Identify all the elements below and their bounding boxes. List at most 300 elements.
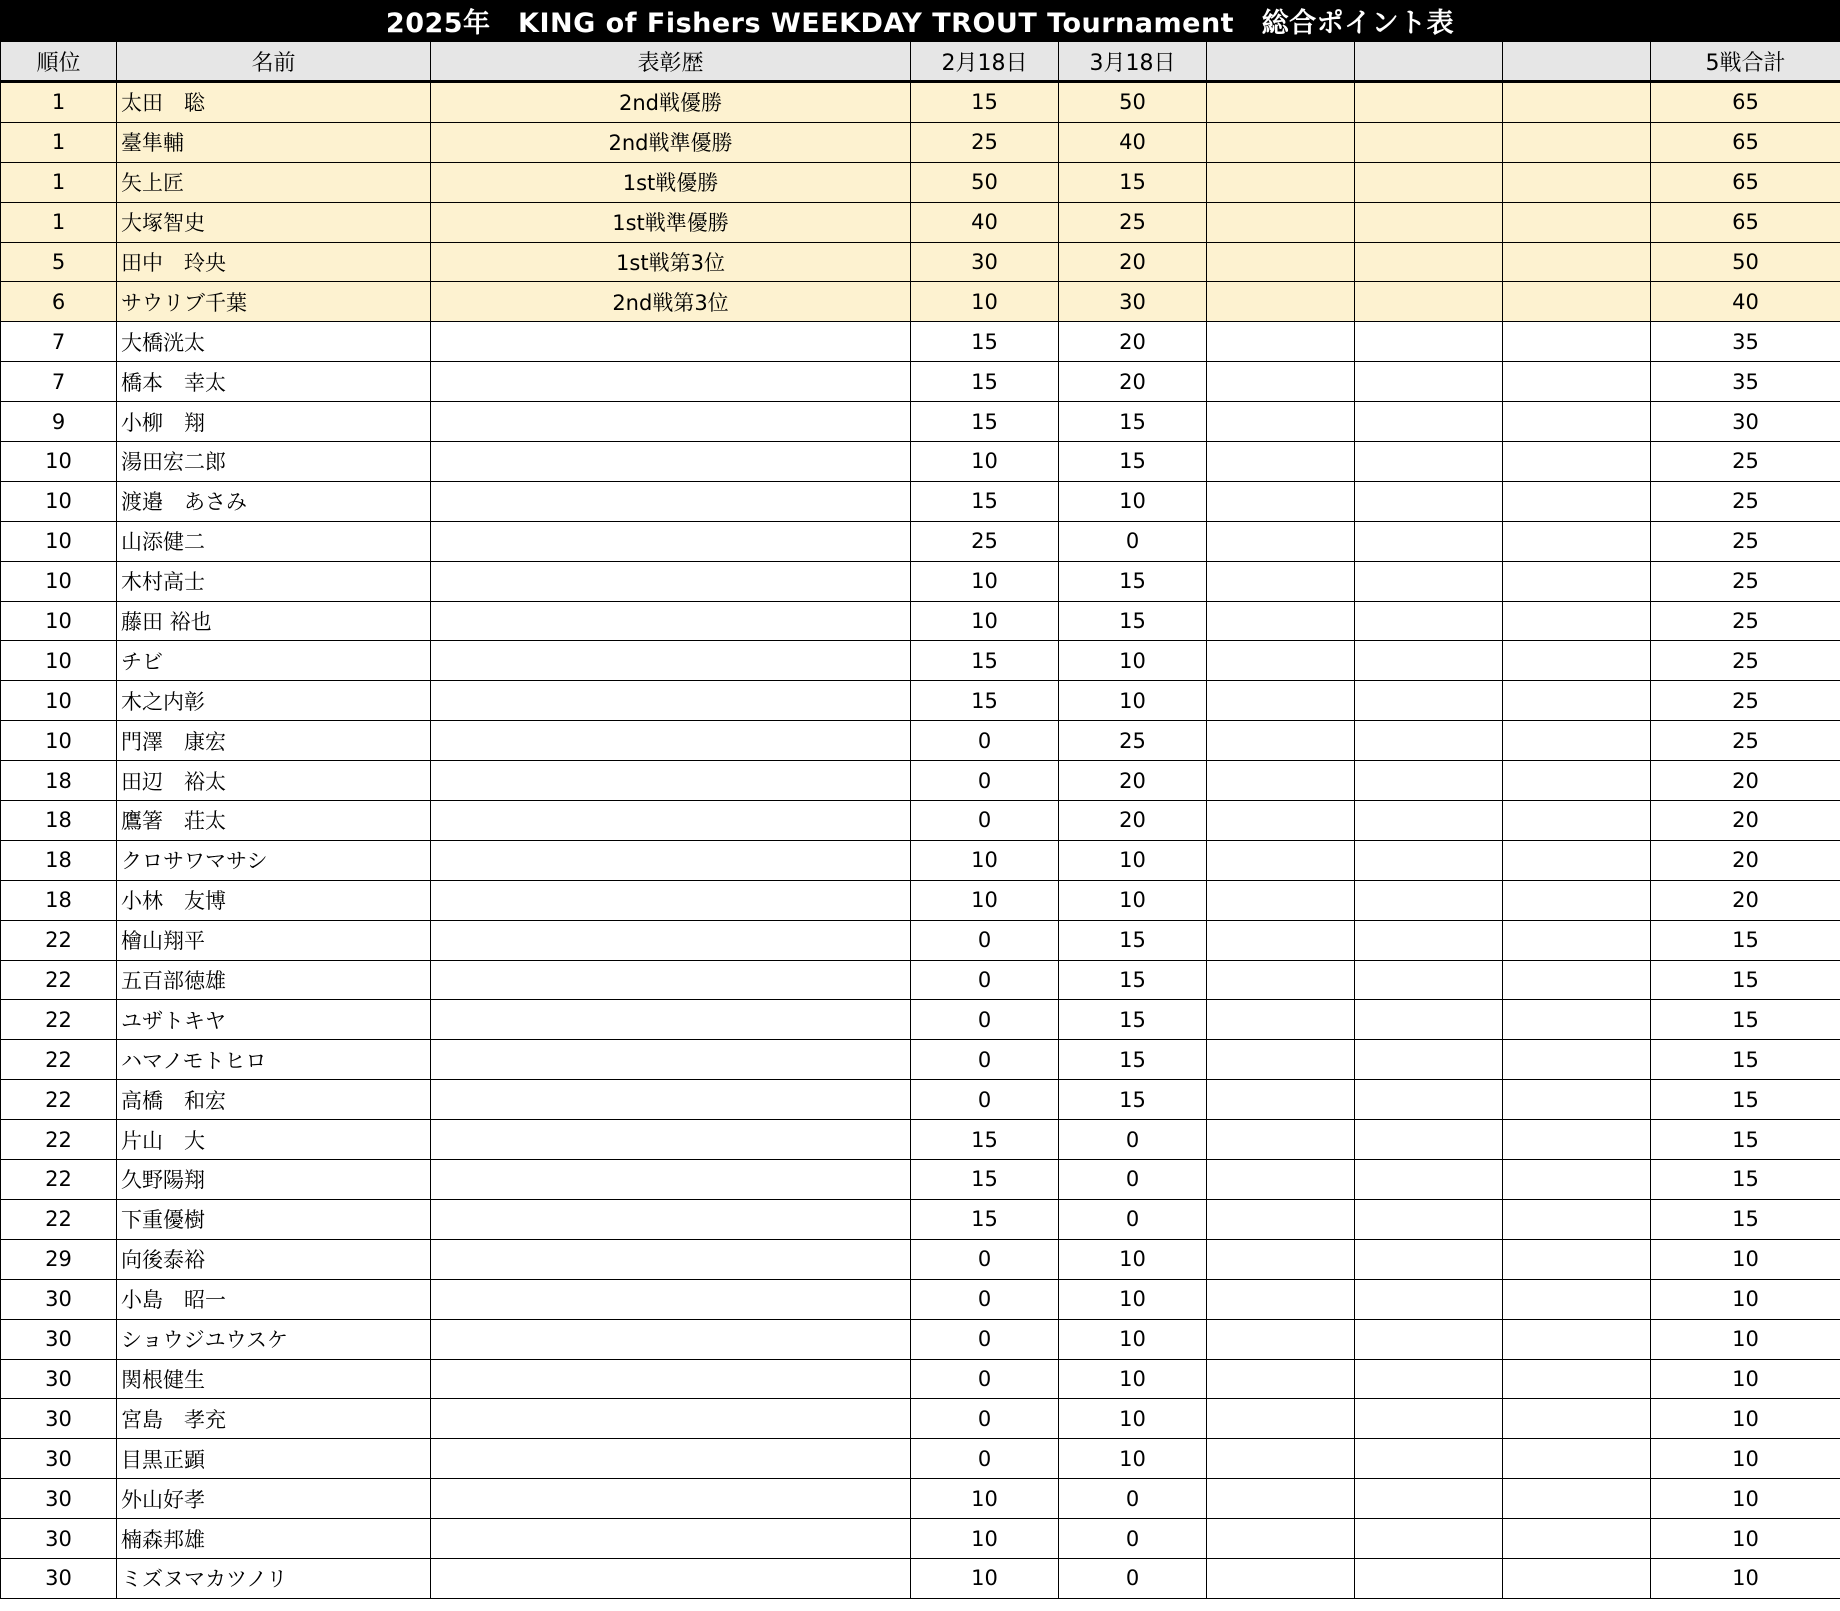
round5-points-cell[interactable] <box>1503 1519 1651 1559</box>
rank-cell[interactable]: 22 <box>1 1080 117 1120</box>
feb18-points-cell[interactable]: 0 <box>911 1359 1059 1399</box>
total-points-cell[interactable]: 15 <box>1651 1120 1840 1160</box>
mar18-points-cell[interactable]: 10 <box>1059 681 1207 721</box>
award-cell[interactable] <box>431 322 911 362</box>
total-points-cell[interactable]: 25 <box>1651 641 1840 681</box>
mar18-points-cell[interactable]: 20 <box>1059 242 1207 282</box>
round5-points-cell[interactable] <box>1503 442 1651 482</box>
name-cell[interactable]: チビ <box>117 641 431 681</box>
rank-cell[interactable]: 18 <box>1 840 117 880</box>
round3-points-cell[interactable] <box>1207 162 1355 202</box>
round4-points-cell[interactable] <box>1355 801 1503 841</box>
round5-points-cell[interactable] <box>1503 202 1651 242</box>
header-rank[interactable]: 順位 <box>1 42 117 82</box>
round5-points-cell[interactable] <box>1503 1439 1651 1479</box>
feb18-points-cell[interactable]: 10 <box>911 840 1059 880</box>
name-cell[interactable]: 宮島 孝充 <box>117 1399 431 1439</box>
round3-points-cell[interactable] <box>1207 282 1355 322</box>
rank-cell[interactable]: 30 <box>1 1359 117 1399</box>
mar18-points-cell[interactable]: 15 <box>1059 960 1207 1000</box>
rank-cell[interactable]: 29 <box>1 1239 117 1279</box>
round5-points-cell[interactable] <box>1503 1558 1651 1598</box>
round3-points-cell[interactable] <box>1207 202 1355 242</box>
name-cell[interactable]: クロサワマサシ <box>117 840 431 880</box>
round3-points-cell[interactable] <box>1207 1000 1355 1040</box>
name-cell[interactable]: 矢上匠 <box>117 162 431 202</box>
name-cell[interactable]: 太田 聡 <box>117 82 431 123</box>
round4-points-cell[interactable] <box>1355 481 1503 521</box>
total-points-cell[interactable]: 20 <box>1651 880 1840 920</box>
rank-cell[interactable]: 18 <box>1 801 117 841</box>
mar18-points-cell[interactable]: 0 <box>1059 521 1207 561</box>
total-points-cell[interactable]: 50 <box>1651 242 1840 282</box>
feb18-points-cell[interactable]: 0 <box>911 1439 1059 1479</box>
feb18-points-cell[interactable]: 15 <box>911 322 1059 362</box>
feb18-points-cell[interactable]: 10 <box>911 1519 1059 1559</box>
round4-points-cell[interactable] <box>1355 840 1503 880</box>
feb18-points-cell[interactable]: 0 <box>911 1279 1059 1319</box>
round4-points-cell[interactable] <box>1355 402 1503 442</box>
feb18-points-cell[interactable]: 0 <box>911 1319 1059 1359</box>
round5-points-cell[interactable] <box>1503 521 1651 561</box>
round3-points-cell[interactable] <box>1207 1120 1355 1160</box>
round4-points-cell[interactable] <box>1355 1080 1503 1120</box>
name-cell[interactable]: 田中 玲央 <box>117 242 431 282</box>
award-cell[interactable] <box>431 362 911 402</box>
total-points-cell[interactable]: 20 <box>1651 801 1840 841</box>
round5-points-cell[interactable] <box>1503 960 1651 1000</box>
mar18-points-cell[interactable]: 15 <box>1059 920 1207 960</box>
round3-points-cell[interactable] <box>1207 322 1355 362</box>
award-cell[interactable]: 1st戦第3位 <box>431 242 911 282</box>
award-cell[interactable]: 2nd戦準優勝 <box>431 122 911 162</box>
round5-points-cell[interactable] <box>1503 840 1651 880</box>
round4-points-cell[interactable] <box>1355 761 1503 801</box>
header-award[interactable]: 表彰歴 <box>431 42 911 82</box>
rank-cell[interactable]: 18 <box>1 880 117 920</box>
total-points-cell[interactable]: 25 <box>1651 601 1840 641</box>
award-cell[interactable]: 2nd戦第3位 <box>431 282 911 322</box>
rank-cell[interactable]: 22 <box>1 1040 117 1080</box>
mar18-points-cell[interactable]: 15 <box>1059 1000 1207 1040</box>
total-points-cell[interactable]: 15 <box>1651 1040 1840 1080</box>
round3-points-cell[interactable] <box>1207 1040 1355 1080</box>
round3-points-cell[interactable] <box>1207 601 1355 641</box>
round5-points-cell[interactable] <box>1503 122 1651 162</box>
mar18-points-cell[interactable]: 20 <box>1059 761 1207 801</box>
feb18-points-cell[interactable]: 10 <box>911 1558 1059 1598</box>
round4-points-cell[interactable] <box>1355 242 1503 282</box>
feb18-points-cell[interactable]: 0 <box>911 1239 1059 1279</box>
round3-points-cell[interactable] <box>1207 1199 1355 1239</box>
round4-points-cell[interactable] <box>1355 1439 1503 1479</box>
total-points-cell[interactable]: 30 <box>1651 402 1840 442</box>
round4-points-cell[interactable] <box>1355 920 1503 960</box>
rank-cell[interactable]: 10 <box>1 601 117 641</box>
mar18-points-cell[interactable]: 30 <box>1059 282 1207 322</box>
name-cell[interactable]: ユザトキヤ <box>117 1000 431 1040</box>
award-cell[interactable] <box>431 1160 911 1200</box>
rank-cell[interactable]: 30 <box>1 1279 117 1319</box>
round4-points-cell[interactable] <box>1355 721 1503 761</box>
award-cell[interactable] <box>431 641 911 681</box>
round4-points-cell[interactable] <box>1355 282 1503 322</box>
feb18-points-cell[interactable]: 10 <box>911 282 1059 322</box>
award-cell[interactable] <box>431 521 911 561</box>
round4-points-cell[interactable] <box>1355 960 1503 1000</box>
feb18-points-cell[interactable]: 0 <box>911 1080 1059 1120</box>
name-cell[interactable]: 小島 昭一 <box>117 1279 431 1319</box>
total-points-cell[interactable]: 10 <box>1651 1558 1840 1598</box>
round4-points-cell[interactable] <box>1355 1558 1503 1598</box>
feb18-points-cell[interactable]: 0 <box>911 960 1059 1000</box>
round4-points-cell[interactable] <box>1355 82 1503 123</box>
feb18-points-cell[interactable]: 0 <box>911 801 1059 841</box>
round5-points-cell[interactable] <box>1503 402 1651 442</box>
round3-points-cell[interactable] <box>1207 561 1355 601</box>
feb18-points-cell[interactable]: 10 <box>911 601 1059 641</box>
name-cell[interactable]: 大塚智史 <box>117 202 431 242</box>
name-cell[interactable]: 木之内彰 <box>117 681 431 721</box>
total-points-cell[interactable]: 40 <box>1651 282 1840 322</box>
mar18-points-cell[interactable]: 15 <box>1059 1040 1207 1080</box>
header-round4[interactable] <box>1355 42 1503 82</box>
mar18-points-cell[interactable]: 10 <box>1059 1319 1207 1359</box>
award-cell[interactable] <box>431 761 911 801</box>
round4-points-cell[interactable] <box>1355 1239 1503 1279</box>
feb18-points-cell[interactable]: 15 <box>911 681 1059 721</box>
award-cell[interactable] <box>431 1558 911 1598</box>
round3-points-cell[interactable] <box>1207 1080 1355 1120</box>
mar18-points-cell[interactable]: 0 <box>1059 1558 1207 1598</box>
name-cell[interactable]: 門澤 康宏 <box>117 721 431 761</box>
award-cell[interactable]: 1st戦準優勝 <box>431 202 911 242</box>
total-points-cell[interactable]: 10 <box>1651 1439 1840 1479</box>
name-cell[interactable]: 久野陽翔 <box>117 1160 431 1200</box>
round4-points-cell[interactable] <box>1355 1359 1503 1399</box>
rank-cell[interactable]: 10 <box>1 641 117 681</box>
rank-cell[interactable]: 22 <box>1 1199 117 1239</box>
name-cell[interactable]: ハマノモトヒロ <box>117 1040 431 1080</box>
rank-cell[interactable]: 1 <box>1 202 117 242</box>
round3-points-cell[interactable] <box>1207 442 1355 482</box>
round4-points-cell[interactable] <box>1355 362 1503 402</box>
rank-cell[interactable]: 22 <box>1 1000 117 1040</box>
feb18-points-cell[interactable]: 15 <box>911 362 1059 402</box>
round4-points-cell[interactable] <box>1355 1199 1503 1239</box>
round4-points-cell[interactable] <box>1355 521 1503 561</box>
mar18-points-cell[interactable]: 0 <box>1059 1479 1207 1519</box>
mar18-points-cell[interactable]: 15 <box>1059 601 1207 641</box>
rank-cell[interactable]: 22 <box>1 920 117 960</box>
rank-cell[interactable]: 30 <box>1 1519 117 1559</box>
round3-points-cell[interactable] <box>1207 1558 1355 1598</box>
name-cell[interactable]: 藤田 裕也 <box>117 601 431 641</box>
award-cell[interactable] <box>431 1319 911 1359</box>
rank-cell[interactable]: 22 <box>1 1120 117 1160</box>
name-cell[interactable]: 小柳 翔 <box>117 402 431 442</box>
round4-points-cell[interactable] <box>1355 681 1503 721</box>
round3-points-cell[interactable] <box>1207 362 1355 402</box>
award-cell[interactable] <box>431 1359 911 1399</box>
feb18-points-cell[interactable]: 30 <box>911 242 1059 282</box>
rank-cell[interactable]: 10 <box>1 442 117 482</box>
award-cell[interactable] <box>431 1279 911 1319</box>
round3-points-cell[interactable] <box>1207 1399 1355 1439</box>
round5-points-cell[interactable] <box>1503 1479 1651 1519</box>
round3-points-cell[interactable] <box>1207 1160 1355 1200</box>
round4-points-cell[interactable] <box>1355 561 1503 601</box>
award-cell[interactable] <box>431 681 911 721</box>
feb18-points-cell[interactable]: 0 <box>911 1399 1059 1439</box>
feb18-points-cell[interactable]: 15 <box>911 402 1059 442</box>
mar18-points-cell[interactable]: 15 <box>1059 442 1207 482</box>
feb18-points-cell[interactable]: 15 <box>911 1160 1059 1200</box>
rank-cell[interactable]: 1 <box>1 162 117 202</box>
award-cell[interactable] <box>431 920 911 960</box>
rank-cell[interactable]: 10 <box>1 681 117 721</box>
header-feb18[interactable]: 2月18日 <box>911 42 1059 82</box>
mar18-points-cell[interactable]: 10 <box>1059 1239 1207 1279</box>
header-round3[interactable] <box>1207 42 1355 82</box>
mar18-points-cell[interactable]: 15 <box>1059 1080 1207 1120</box>
feb18-points-cell[interactable]: 15 <box>911 1199 1059 1239</box>
round3-points-cell[interactable] <box>1207 1479 1355 1519</box>
total-points-cell[interactable]: 25 <box>1651 561 1840 601</box>
total-points-cell[interactable]: 20 <box>1651 761 1840 801</box>
name-cell[interactable]: 山添健二 <box>117 521 431 561</box>
feb18-points-cell[interactable]: 0 <box>911 761 1059 801</box>
round4-points-cell[interactable] <box>1355 162 1503 202</box>
mar18-points-cell[interactable]: 0 <box>1059 1519 1207 1559</box>
mar18-points-cell[interactable]: 0 <box>1059 1160 1207 1200</box>
feb18-points-cell[interactable]: 15 <box>911 641 1059 681</box>
total-points-cell[interactable]: 10 <box>1651 1279 1840 1319</box>
name-cell[interactable]: 外山好孝 <box>117 1479 431 1519</box>
round3-points-cell[interactable] <box>1207 402 1355 442</box>
feb18-points-cell[interactable]: 10 <box>911 1479 1059 1519</box>
award-cell[interactable] <box>431 880 911 920</box>
round4-points-cell[interactable] <box>1355 1399 1503 1439</box>
round3-points-cell[interactable] <box>1207 1319 1355 1359</box>
feb18-points-cell[interactable]: 15 <box>911 481 1059 521</box>
round4-points-cell[interactable] <box>1355 1120 1503 1160</box>
round4-points-cell[interactable] <box>1355 641 1503 681</box>
round3-points-cell[interactable] <box>1207 880 1355 920</box>
award-cell[interactable] <box>431 801 911 841</box>
round3-points-cell[interactable] <box>1207 122 1355 162</box>
award-cell[interactable] <box>431 1000 911 1040</box>
rank-cell[interactable]: 18 <box>1 761 117 801</box>
feb18-points-cell[interactable]: 25 <box>911 122 1059 162</box>
round5-points-cell[interactable] <box>1503 1279 1651 1319</box>
mar18-points-cell[interactable]: 15 <box>1059 162 1207 202</box>
name-cell[interactable]: 下重優樹 <box>117 1199 431 1239</box>
rank-cell[interactable]: 10 <box>1 561 117 601</box>
name-cell[interactable]: サウリブ千葉 <box>117 282 431 322</box>
rank-cell[interactable]: 10 <box>1 481 117 521</box>
round4-points-cell[interactable] <box>1355 1519 1503 1559</box>
name-cell[interactable]: 片山 大 <box>117 1120 431 1160</box>
round3-points-cell[interactable] <box>1207 960 1355 1000</box>
name-cell[interactable]: 小林 友博 <box>117 880 431 920</box>
header-total[interactable]: 5戦合計 <box>1651 42 1840 82</box>
name-cell[interactable]: 臺隼輔 <box>117 122 431 162</box>
mar18-points-cell[interactable]: 50 <box>1059 82 1207 123</box>
name-cell[interactable]: 湯田宏二郎 <box>117 442 431 482</box>
total-points-cell[interactable]: 65 <box>1651 162 1840 202</box>
total-points-cell[interactable]: 15 <box>1651 1000 1840 1040</box>
award-cell[interactable]: 2nd戦優勝 <box>431 82 911 123</box>
feb18-points-cell[interactable]: 0 <box>911 920 1059 960</box>
feb18-points-cell[interactable]: 0 <box>911 721 1059 761</box>
total-points-cell[interactable]: 25 <box>1651 521 1840 561</box>
rank-cell[interactable]: 7 <box>1 362 117 402</box>
mar18-points-cell[interactable]: 0 <box>1059 1120 1207 1160</box>
round4-points-cell[interactable] <box>1355 1160 1503 1200</box>
header-name[interactable]: 名前 <box>117 42 431 82</box>
round4-points-cell[interactable] <box>1355 202 1503 242</box>
mar18-points-cell[interactable]: 10 <box>1059 880 1207 920</box>
mar18-points-cell[interactable]: 10 <box>1059 840 1207 880</box>
award-cell[interactable] <box>431 1399 911 1439</box>
header-mar18[interactable]: 3月18日 <box>1059 42 1207 82</box>
round3-points-cell[interactable] <box>1207 920 1355 960</box>
award-cell[interactable] <box>431 721 911 761</box>
round4-points-cell[interactable] <box>1355 322 1503 362</box>
round3-points-cell[interactable] <box>1207 681 1355 721</box>
round5-points-cell[interactable] <box>1503 1239 1651 1279</box>
feb18-points-cell[interactable]: 15 <box>911 82 1059 123</box>
round3-points-cell[interactable] <box>1207 1279 1355 1319</box>
round5-points-cell[interactable] <box>1503 1000 1651 1040</box>
award-cell[interactable] <box>431 402 911 442</box>
feb18-points-cell[interactable]: 10 <box>911 561 1059 601</box>
award-cell[interactable] <box>431 1040 911 1080</box>
round5-points-cell[interactable] <box>1503 1080 1651 1120</box>
mar18-points-cell[interactable]: 0 <box>1059 1199 1207 1239</box>
round4-points-cell[interactable] <box>1355 1479 1503 1519</box>
feb18-points-cell[interactable]: 40 <box>911 202 1059 242</box>
total-points-cell[interactable]: 15 <box>1651 920 1840 960</box>
total-points-cell[interactable]: 10 <box>1651 1319 1840 1359</box>
award-cell[interactable] <box>431 561 911 601</box>
name-cell[interactable]: ミズヌマカツノリ <box>117 1558 431 1598</box>
name-cell[interactable]: 田辺 裕太 <box>117 761 431 801</box>
mar18-points-cell[interactable]: 25 <box>1059 202 1207 242</box>
total-points-cell[interactable]: 10 <box>1651 1479 1840 1519</box>
award-cell[interactable] <box>431 1199 911 1239</box>
award-cell[interactable] <box>431 601 911 641</box>
name-cell[interactable]: 橋本 幸太 <box>117 362 431 402</box>
mar18-points-cell[interactable]: 20 <box>1059 801 1207 841</box>
feb18-points-cell[interactable]: 50 <box>911 162 1059 202</box>
round5-points-cell[interactable] <box>1503 82 1651 123</box>
mar18-points-cell[interactable]: 10 <box>1059 1439 1207 1479</box>
round3-points-cell[interactable] <box>1207 82 1355 123</box>
round5-points-cell[interactable] <box>1503 282 1651 322</box>
award-cell[interactable] <box>431 442 911 482</box>
rank-cell[interactable]: 10 <box>1 721 117 761</box>
total-points-cell[interactable]: 65 <box>1651 202 1840 242</box>
round5-points-cell[interactable] <box>1503 362 1651 402</box>
total-points-cell[interactable]: 15 <box>1651 1199 1840 1239</box>
mar18-points-cell[interactable]: 15 <box>1059 402 1207 442</box>
rank-cell[interactable]: 30 <box>1 1319 117 1359</box>
total-points-cell[interactable]: 20 <box>1651 840 1840 880</box>
feb18-points-cell[interactable]: 10 <box>911 880 1059 920</box>
total-points-cell[interactable]: 65 <box>1651 122 1840 162</box>
round5-points-cell[interactable] <box>1503 1040 1651 1080</box>
round5-points-cell[interactable] <box>1503 1319 1651 1359</box>
mar18-points-cell[interactable]: 40 <box>1059 122 1207 162</box>
award-cell[interactable] <box>431 1239 911 1279</box>
round3-points-cell[interactable] <box>1207 801 1355 841</box>
round3-points-cell[interactable] <box>1207 641 1355 681</box>
mar18-points-cell[interactable]: 10 <box>1059 641 1207 681</box>
name-cell[interactable]: 檜山翔平 <box>117 920 431 960</box>
feb18-points-cell[interactable]: 25 <box>911 521 1059 561</box>
round3-points-cell[interactable] <box>1207 521 1355 561</box>
header-round5[interactable] <box>1503 42 1651 82</box>
round3-points-cell[interactable] <box>1207 1239 1355 1279</box>
total-points-cell[interactable]: 15 <box>1651 960 1840 1000</box>
round4-points-cell[interactable] <box>1355 1040 1503 1080</box>
round4-points-cell[interactable] <box>1355 122 1503 162</box>
round5-points-cell[interactable] <box>1503 561 1651 601</box>
total-points-cell[interactable]: 10 <box>1651 1519 1840 1559</box>
round5-points-cell[interactable] <box>1503 1160 1651 1200</box>
rank-cell[interactable]: 10 <box>1 521 117 561</box>
total-points-cell[interactable]: 15 <box>1651 1080 1840 1120</box>
round3-points-cell[interactable] <box>1207 840 1355 880</box>
total-points-cell[interactable]: 25 <box>1651 721 1840 761</box>
round5-points-cell[interactable] <box>1503 681 1651 721</box>
round4-points-cell[interactable] <box>1355 1319 1503 1359</box>
name-cell[interactable]: 高橋 和宏 <box>117 1080 431 1120</box>
rank-cell[interactable]: 7 <box>1 322 117 362</box>
round3-points-cell[interactable] <box>1207 721 1355 761</box>
name-cell[interactable]: ショウジユウスケ <box>117 1319 431 1359</box>
rank-cell[interactable]: 9 <box>1 402 117 442</box>
round5-points-cell[interactable] <box>1503 761 1651 801</box>
rank-cell[interactable]: 22 <box>1 1160 117 1200</box>
name-cell[interactable]: 関根健生 <box>117 1359 431 1399</box>
round5-points-cell[interactable] <box>1503 721 1651 761</box>
total-points-cell[interactable]: 10 <box>1651 1239 1840 1279</box>
rank-cell[interactable]: 1 <box>1 82 117 123</box>
round5-points-cell[interactable] <box>1503 1359 1651 1399</box>
total-points-cell[interactable]: 10 <box>1651 1359 1840 1399</box>
round5-points-cell[interactable] <box>1503 920 1651 960</box>
round5-points-cell[interactable] <box>1503 1199 1651 1239</box>
total-points-cell[interactable]: 10 <box>1651 1399 1840 1439</box>
award-cell[interactable] <box>431 1439 911 1479</box>
mar18-points-cell[interactable]: 10 <box>1059 481 1207 521</box>
total-points-cell[interactable]: 65 <box>1651 82 1840 123</box>
round3-points-cell[interactable] <box>1207 1359 1355 1399</box>
rank-cell[interactable]: 30 <box>1 1399 117 1439</box>
round5-points-cell[interactable] <box>1503 242 1651 282</box>
award-cell[interactable]: 1st戦優勝 <box>431 162 911 202</box>
feb18-points-cell[interactable]: 0 <box>911 1040 1059 1080</box>
rank-cell[interactable]: 6 <box>1 282 117 322</box>
round5-points-cell[interactable] <box>1503 601 1651 641</box>
mar18-points-cell[interactable]: 10 <box>1059 1399 1207 1439</box>
award-cell[interactable] <box>431 481 911 521</box>
round3-points-cell[interactable] <box>1207 481 1355 521</box>
name-cell[interactable]: 渡邉 あさみ <box>117 481 431 521</box>
